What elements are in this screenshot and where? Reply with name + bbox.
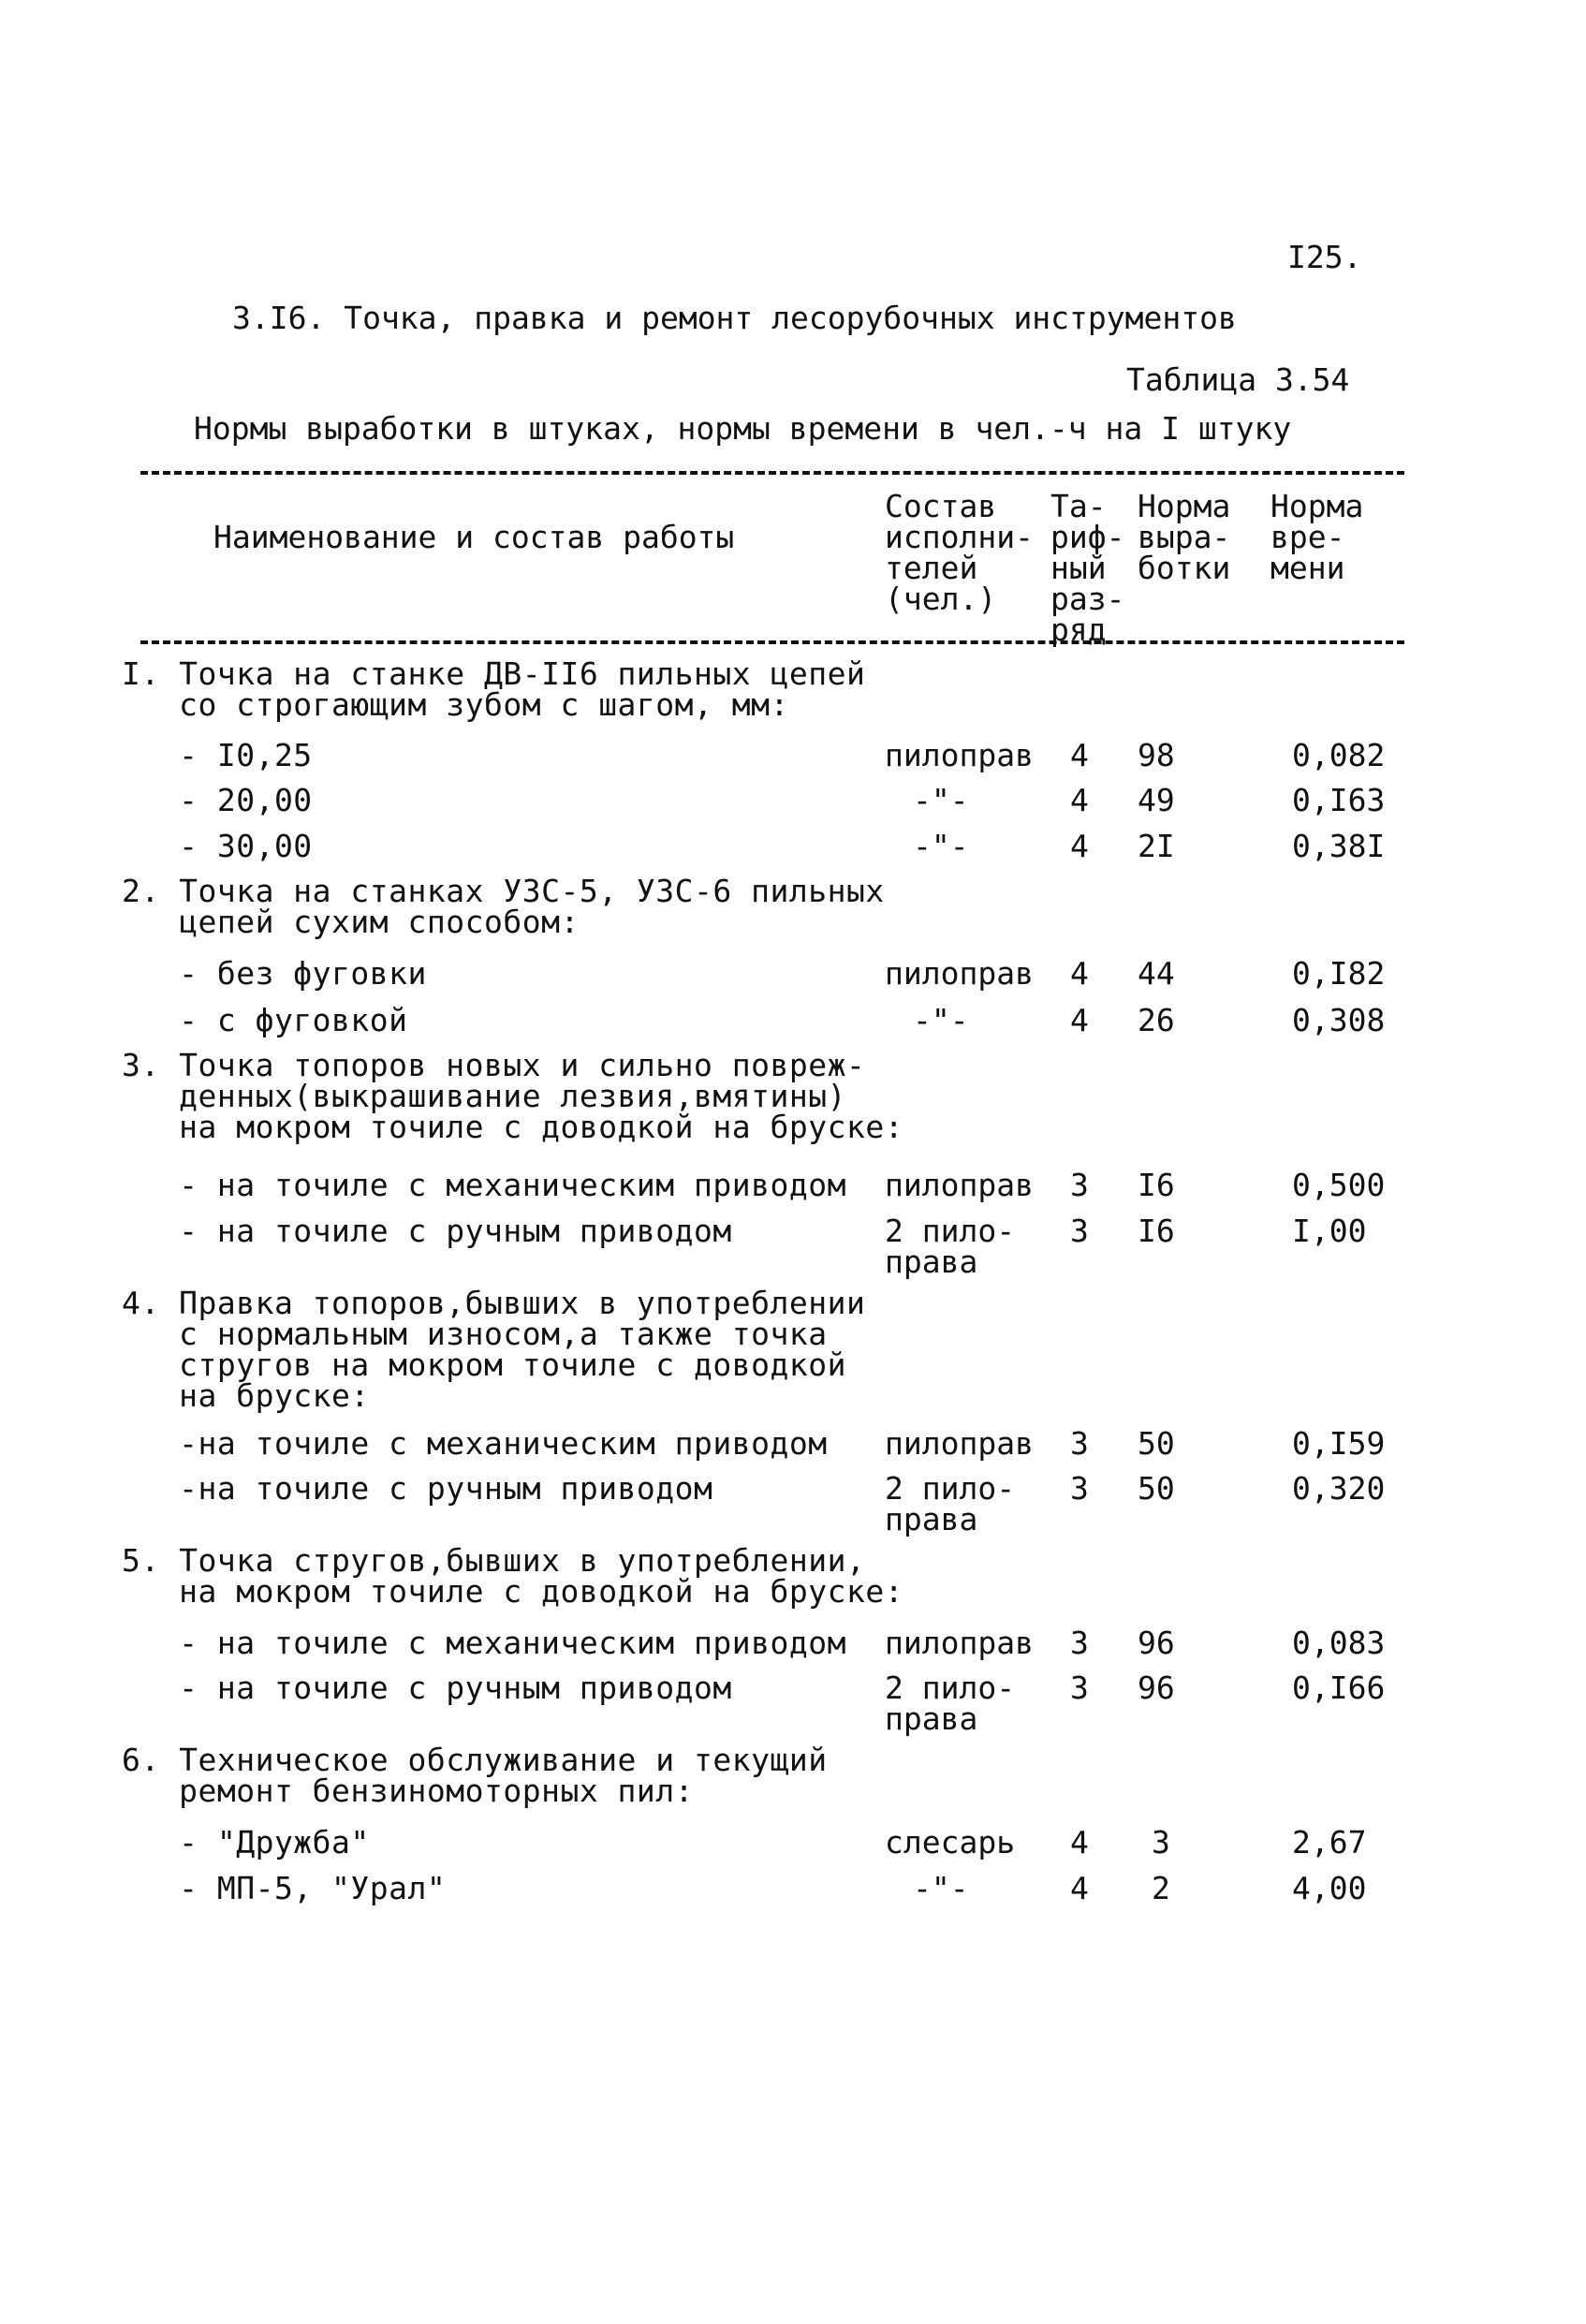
time-cell: 2,67 — [1292, 1824, 1367, 1861]
row-text-line: ремонт бензиномоторных пил: — [122, 1772, 695, 1809]
row-text-line: - с фуговкой — [122, 1002, 408, 1038]
crew-cell: пилоправ — [885, 737, 1034, 773]
output-cell: 3 — [1152, 1824, 1170, 1861]
table-label: Таблица 3.54 — [1126, 361, 1350, 398]
header-grade-line: ный — [1050, 550, 1107, 586]
output-cell: 98 — [1138, 737, 1175, 773]
time-cell: 0,I63 — [1292, 782, 1386, 818]
grade-cell: 4 — [1070, 1824, 1089, 1861]
row-text-line: - без фуговки — [122, 955, 427, 992]
crew-cell: -"- — [913, 1002, 969, 1038]
row-text-line: с нормальным износом,а также точка — [122, 1316, 828, 1352]
crew-cell: права — [885, 1243, 978, 1280]
page-number: I25. — [1287, 239, 1362, 275]
output-cell: 2I — [1138, 828, 1175, 864]
grade-cell: 4 — [1070, 1870, 1089, 1906]
header-grade-line: ряд — [1050, 611, 1107, 648]
header-time-line: мени — [1270, 550, 1345, 586]
grade-cell: 4 — [1070, 955, 1089, 992]
row-text-line: 2. Точка на станках УЗС-5, УЗС-6 пильных — [122, 873, 885, 909]
crew-cell: 2 пило- — [885, 1470, 1016, 1507]
time-cell: 0,I59 — [1292, 1425, 1386, 1462]
output-cell: 26 — [1138, 1002, 1175, 1038]
row-text-line: 3. Точка топоров новых и сильно повреж- — [122, 1047, 866, 1083]
crew-cell: права — [885, 1700, 978, 1737]
header-crew-line: исполни- — [885, 519, 1034, 555]
header-output-line: Норма — [1138, 488, 1231, 524]
output-cell: 2 — [1152, 1870, 1170, 1906]
time-cell: 0,082 — [1292, 737, 1386, 773]
row-text-line: - на точиле с ручным приводом — [122, 1213, 732, 1249]
row-text-line: на мокром точиле с доводкой на бруске: — [122, 1573, 904, 1610]
output-cell: 96 — [1138, 1625, 1175, 1661]
crew-cell: слесарь — [885, 1824, 1016, 1861]
output-cell: I6 — [1138, 1213, 1175, 1249]
row-text-line: денных(выкрашивание лезвия,вмятины) — [122, 1078, 846, 1114]
row-text-line: - 20,00 — [122, 782, 313, 818]
time-cell: I,00 — [1292, 1213, 1367, 1249]
output-cell: 50 — [1138, 1470, 1175, 1507]
grade-cell: 3 — [1070, 1425, 1089, 1462]
output-cell: I6 — [1138, 1167, 1175, 1203]
row-text-line: - I0,25 — [122, 737, 313, 773]
output-cell: 96 — [1138, 1669, 1175, 1706]
output-cell: 44 — [1138, 955, 1175, 992]
header-time-line: Норма — [1270, 488, 1364, 524]
row-text-line: 4. Правка топоров,бывших в употреблении — [122, 1285, 866, 1321]
row-text-line: - 30,00 — [122, 828, 313, 864]
time-cell: 0,308 — [1292, 1002, 1386, 1038]
crew-cell: -"- — [913, 828, 969, 864]
row-text-line: -на точиле с ручным приводом — [122, 1470, 713, 1507]
grade-cell: 3 — [1070, 1470, 1089, 1507]
header-crew-line: Состав — [885, 488, 997, 524]
grade-cell: 4 — [1070, 737, 1089, 773]
row-text-line: - на точиле с ручным приводом — [122, 1669, 732, 1706]
crew-cell: пилоправ — [885, 1425, 1034, 1462]
crew-cell: пилоправ — [885, 1167, 1034, 1203]
time-cell: 4,00 — [1292, 1870, 1367, 1906]
header-grade-line: риф- — [1050, 519, 1125, 555]
row-text-line: -на точиле с механическим приводом — [122, 1425, 828, 1462]
row-text-line: I. Точка на станке ДВ-II6 пильных цепей — [122, 655, 866, 692]
row-text-line: - МП-5, "Урал" — [122, 1870, 447, 1906]
time-cell: 0,I82 — [1292, 955, 1386, 992]
table-top-rule — [140, 471, 1404, 475]
crew-cell: -"- — [913, 1870, 969, 1906]
row-text-line: 6. Техническое обслуживание и текущий — [122, 1742, 828, 1778]
crew-cell: пилоправ — [885, 1625, 1034, 1661]
row-text-line: стругов на мокром точиле с доводкой — [122, 1346, 846, 1383]
row-text-line: на мокром точиле с доводкой на бруске: — [122, 1109, 904, 1145]
row-text-line: со строгающим зубом с шагом, мм: — [122, 686, 789, 723]
crew-cell: пилоправ — [885, 955, 1034, 992]
table-header-rule — [140, 640, 1404, 644]
time-cell: 0,500 — [1292, 1167, 1386, 1203]
grade-cell: 4 — [1070, 828, 1089, 864]
output-cell: 49 — [1138, 782, 1175, 818]
grade-cell: 3 — [1070, 1669, 1089, 1706]
grade-cell: 3 — [1070, 1625, 1089, 1661]
row-text-line: - "Дружба" — [122, 1824, 370, 1861]
crew-cell: 2 пило- — [885, 1213, 1016, 1249]
header-crew-line: (чел.) — [885, 581, 997, 617]
header-crew-line: телей — [885, 550, 978, 586]
time-cell: 0,38I — [1292, 828, 1386, 864]
header-output-line: ботки — [1138, 550, 1231, 586]
crew-cell: 2 пило- — [885, 1669, 1016, 1706]
output-cell: 50 — [1138, 1425, 1175, 1462]
header-grade-line: раз- — [1050, 581, 1125, 617]
time-cell: 0,320 — [1292, 1470, 1386, 1507]
grade-cell: 4 — [1070, 782, 1089, 818]
row-text-line: цепей сухим способом: — [122, 904, 580, 940]
row-text-line: - на точиле с механическим приводом — [122, 1167, 846, 1203]
row-text-line: - на точиле с механическим приводом — [122, 1625, 846, 1661]
row-text-line: 5. Точка стругов,бывших в употреблении, — [122, 1542, 866, 1579]
crew-cell: права — [885, 1501, 978, 1537]
header-name: Наименование и состав работы — [213, 519, 735, 555]
section-title: 3.I6. Точка, правка и ремонт лесорубочных инструментов — [232, 300, 1237, 336]
row-text-line: на бруске: — [122, 1377, 370, 1414]
header-output-line: выра- — [1138, 519, 1231, 555]
grade-cell: 3 — [1070, 1213, 1089, 1249]
grade-cell: 3 — [1070, 1167, 1089, 1203]
header-grade-line: Та- — [1050, 488, 1107, 524]
grade-cell: 4 — [1070, 1002, 1089, 1038]
crew-cell: -"- — [913, 782, 969, 818]
time-cell: 0,I66 — [1292, 1669, 1386, 1706]
table-subtitle: Нормы выработки в штуках, нормы времени в чел.-ч на I штуку — [194, 410, 1292, 447]
header-time-line: вре- — [1270, 519, 1345, 555]
time-cell: 0,083 — [1292, 1625, 1386, 1661]
